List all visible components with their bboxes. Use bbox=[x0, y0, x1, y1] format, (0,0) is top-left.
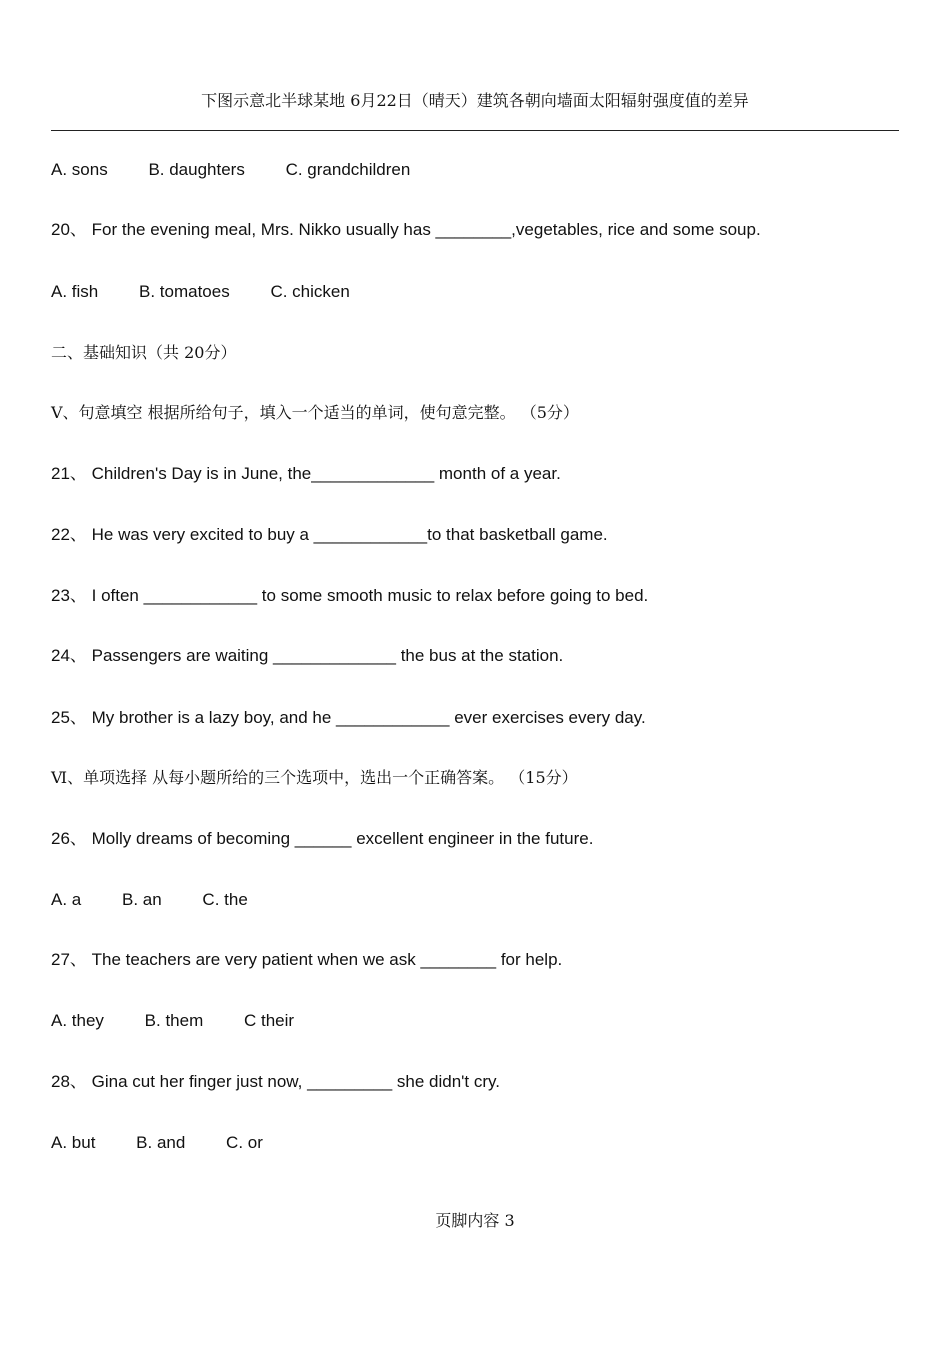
option-b: B. and bbox=[136, 1133, 186, 1152]
option-c: C. the bbox=[202, 890, 248, 909]
page-header-title: 下图示意北半球某地 6月22日（晴天）建筑各朝向墙面太阳辐射强度值的差异 bbox=[201, 91, 749, 110]
option-c: C. or bbox=[226, 1133, 263, 1152]
question-24: 24、 Passengers are waiting _____________ the bus at the station. bbox=[51, 646, 564, 665]
q27-options bbox=[51, 1010, 294, 1032]
question-22: 22、 He was very excited to buy a ____________to that basketball game. bbox=[51, 525, 608, 544]
option-b: B. daughters bbox=[148, 160, 245, 179]
question-25: 25、 My brother is a lazy boy, and he ____________ ever exercises every day. bbox=[51, 708, 646, 727]
option-a: A. sons bbox=[51, 160, 108, 179]
option-a: A. they bbox=[51, 1011, 104, 1030]
option-b: B. them bbox=[144, 1011, 204, 1030]
option-a: A. fish bbox=[51, 282, 99, 301]
question-21: 21、 Children's Day is in June, the_____________ month of a year. bbox=[51, 464, 561, 483]
question-28: 28、 Gina cut her finger just now, _________ she didn't cry. bbox=[51, 1072, 500, 1091]
header-divider bbox=[51, 130, 899, 131]
option-c: C. chicken bbox=[270, 282, 350, 301]
q19-options bbox=[51, 159, 410, 181]
option-a: A. but bbox=[51, 1133, 96, 1152]
question-23: 23、 I often ____________ to some smooth music to relax before going to bed. bbox=[51, 586, 649, 605]
q28-options bbox=[51, 1132, 263, 1154]
option-c: C their bbox=[243, 1011, 295, 1030]
q20-options bbox=[51, 281, 350, 303]
page-footer: 页脚内容 3 bbox=[435, 1211, 515, 1230]
section-6-title: Ⅵ、单项选择 从每小题所给的三个选项中，选出一个正确答案。 （15分） bbox=[51, 768, 578, 787]
option-a: A. a bbox=[51, 890, 82, 909]
question-20: 20、 For the evening meal, Mrs. Nikko usually has ________,vegetables, rice and some soup. bbox=[51, 220, 761, 239]
option-c: C. grandchildren bbox=[285, 160, 411, 179]
section-5-title: Ⅴ、句意填空 根据所给句子，填入一个适当的单词，使句意完整。 （5分） bbox=[51, 403, 579, 422]
section-2-title: 二、基础知识（共 20分） bbox=[51, 343, 237, 362]
option-b: B. tomatoes bbox=[138, 282, 230, 301]
question-27: 27、 The teachers are very patient when we ask ________ for help. bbox=[51, 950, 563, 969]
option-b: B. an bbox=[121, 890, 162, 909]
q26-options bbox=[51, 889, 248, 911]
question-26: 26、 Molly dreams of becoming ______ excellent engineer in the future. bbox=[51, 829, 594, 848]
